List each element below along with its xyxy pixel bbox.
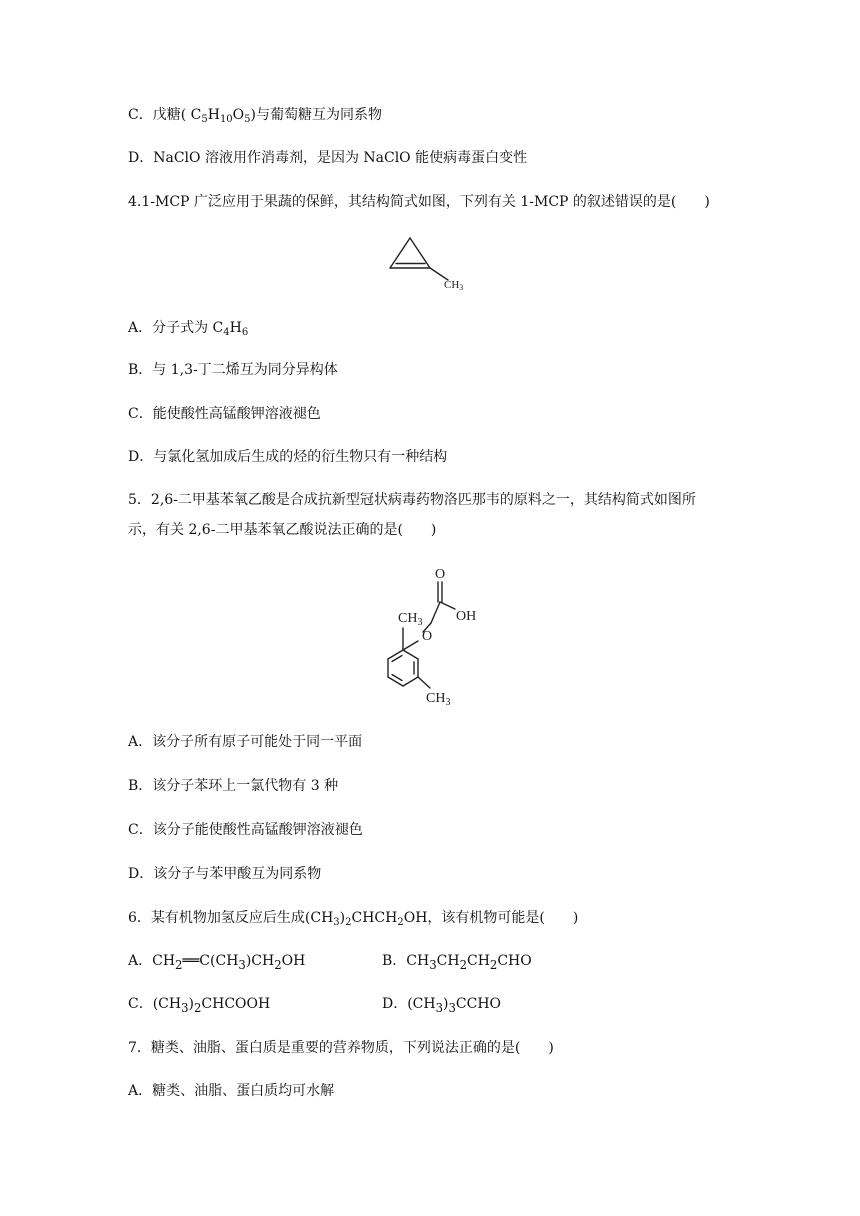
q5-option-c: C．该分子能使酸性高锰酸钾溶液褪色 [128, 822, 363, 838]
q3-option-c: C．戊糖( $C_5H_{10}O_5$)与葡萄糖互为同系物 [128, 107, 382, 125]
q7-stem: 7．糖类、油脂、蛋白质是重要的营养物质，下列说法正确的是( ) [128, 1040, 554, 1056]
q5-option-a: A．该分子所有原子可能处于同一平面 [128, 734, 363, 750]
q6-stem: 6．某有机物加氢反应后生成$(CH_3)_2CHCH_2OH$，该有机物可能是( ) [128, 910, 579, 928]
q6-options-row-2 [128, 994, 738, 1018]
hydroxyl-label: OH [456, 609, 477, 624]
q3-option-d: D．NaClO 溶液用作消毒剂，是因为 NaClO 能使病毒蛋白变性 [128, 150, 528, 166]
q4-option-b: B．与 1,3-丁二烯互为同分异构体 [128, 362, 338, 378]
ch3-label: CH3 [444, 279, 464, 292]
q4-option-c: C．能使酸性高锰酸钾溶液褪色 [128, 406, 321, 422]
q6-option-a: A．$CH_2══C(CH_3)CH_2OH$ [128, 953, 306, 972]
q5-option-d: D．该分子与苯甲酸互为同系物 [128, 866, 322, 882]
q5-stem-line1: 5．2,6-二甲基苯氧乙酸是合成抗新型冠状病毒药物洛匹那韦的原料之一，其结构简式如图所 [128, 492, 696, 508]
ether-oxygen-label: O [422, 629, 433, 644]
q7-option-a: A．糖类、油脂、蛋白质均可水解 [128, 1083, 335, 1099]
methyl-bottom-label: $CH_3$ [426, 691, 451, 708]
q5-stem-line2: 示，有关 2,6-二甲基苯氧乙酸说法正确的是( ) [128, 522, 437, 538]
q4-stem: 4.1-MCP 广泛应用于果蔬的保鲜，其结构简式如图，下列有关 1-MCP 的叙述错误的是( ) [128, 194, 710, 210]
q5-option-b: B．该分子苯环上一氯代物有 3 种 [128, 778, 339, 794]
dimethylphenoxyacetic-acid-structure [360, 560, 500, 710]
methylcyclopropene-structure [380, 228, 490, 292]
carbonyl-oxygen-label: O [435, 567, 446, 582]
q6-option-c: C．$(CH_3)_2CHCOOH$ [128, 996, 271, 1015]
methyl-top-label: $CH_3$ [398, 611, 423, 628]
q4-option-d: D．与氯化氢加成后生成的烃的衍生物只有一种结构 [128, 449, 448, 465]
q4-option-a: A．分子式为 $C_4H_6$ [128, 320, 249, 338]
q6-options-row-1 [128, 951, 738, 975]
q6-option-b: B．$CH_3CH_2CH_2CHO$ [382, 953, 532, 972]
q6-option-d: D．$(CH_3)_3CCHO$ [382, 996, 502, 1015]
